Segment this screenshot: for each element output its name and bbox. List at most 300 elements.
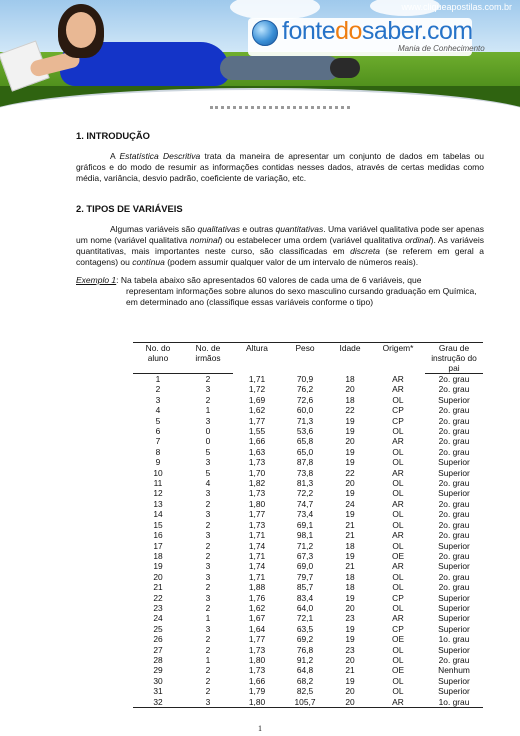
example-block — [76, 275, 484, 308]
table-body — [133, 374, 483, 708]
table-cell: 20 — [345, 478, 355, 489]
table-cell: 1,64 — [248, 623, 266, 634]
table-row — [133, 593, 483, 603]
table-cell: 70,9 — [296, 373, 314, 384]
table-cell: 2 — [205, 675, 211, 686]
table-cell: 22 — [153, 592, 163, 603]
header-banner — [0, 0, 520, 112]
table-cell: 24 — [345, 498, 355, 509]
table-row — [133, 447, 483, 457]
table-cell: 19 — [345, 592, 355, 603]
example-line-rest: representam informações sobre alunos do sexo masculino cursando graduação em Química, em determinado ano (classifique essas variáveis conforme o tipo) — [126, 286, 477, 307]
table-cell: 72,2 — [296, 488, 314, 499]
table-cell: 74,7 — [296, 498, 314, 509]
table-cell: 1,72 — [248, 384, 266, 395]
table-row — [133, 426, 483, 436]
table-cell: 16 — [153, 530, 163, 541]
text-run: trata da maneira de apresentar um conjunto de dados em tabelas ou gráficos e do modo de resumir as informações contidas nesses dados, através de certas medidas como média, variância, desvio padrão, coeficiente de variação, etc. — [76, 151, 485, 183]
table-cell: 1,71 — [248, 571, 266, 582]
table-cell: Superior — [438, 540, 470, 551]
table-row — [133, 613, 483, 623]
table-cell: 85,7 — [296, 582, 314, 593]
table-cell: OL — [392, 644, 404, 655]
table-cell: 22 — [345, 467, 355, 478]
table-cell: 2 — [205, 665, 211, 676]
table-cell: 73,4 — [296, 509, 314, 520]
table-cell: 4 — [155, 405, 161, 416]
table-cell: 73,8 — [296, 467, 314, 478]
table-cell: 9 — [155, 457, 161, 468]
table-cell: 5 — [205, 467, 211, 478]
table-cell: 2o. grau — [438, 478, 470, 489]
table-cell: 2o. grau — [438, 582, 470, 593]
girl-face-illustration — [66, 12, 96, 48]
table-cell: 28 — [153, 654, 163, 665]
table-cell: 19 — [345, 623, 355, 634]
table-cell: 24 — [153, 613, 163, 624]
header-peso: Peso — [295, 343, 315, 353]
table-cell: 1,80 — [248, 498, 266, 509]
table-cell: 2o. grau — [438, 571, 470, 582]
table-cell: 21 — [153, 582, 163, 593]
table-cell: 1,71 — [248, 530, 266, 541]
table-cell: 3 — [205, 509, 211, 520]
table-cell: 2 — [205, 394, 211, 405]
table-cell: 19 — [345, 446, 355, 457]
table-row — [133, 551, 483, 561]
header-grau-l2: instrução do pai — [425, 353, 483, 374]
table-row — [133, 488, 483, 498]
table-row — [133, 686, 483, 696]
example-label — [76, 275, 116, 285]
table-row — [133, 676, 483, 686]
header-no-aluno-l1: No. do — [145, 343, 171, 353]
emphasis-text: contínua — [132, 257, 165, 267]
table-cell: 13 — [153, 498, 163, 509]
table-cell: AR — [392, 498, 404, 509]
table-cell: 1,77 — [248, 509, 266, 520]
table-row — [133, 468, 483, 478]
table-row — [133, 572, 483, 582]
shoe-illustration — [330, 58, 360, 78]
table-cell: 19 — [345, 488, 355, 499]
table-row — [133, 665, 483, 675]
table-cell: 1,74 — [248, 561, 266, 572]
table-cell: OE — [391, 550, 405, 561]
table-row — [133, 530, 483, 540]
table-cell: 18 — [345, 394, 355, 405]
table-cell: 81,3 — [296, 478, 314, 489]
table-cell: 19 — [345, 457, 355, 468]
table-cell: 21 — [345, 519, 355, 530]
emphasis-text: Estatística Descritiva — [119, 151, 201, 161]
cut-off-title — [210, 106, 350, 111]
spacer — [76, 191, 484, 203]
table-cell: 64,0 — [296, 602, 314, 613]
table-cell: 2 — [205, 540, 211, 551]
table-cell: 1,66 — [248, 675, 266, 686]
table-cell: 25 — [153, 623, 163, 634]
table-cell: 72,1 — [296, 613, 314, 624]
table-cell: OE — [391, 665, 405, 676]
table-cell: 53,6 — [296, 426, 314, 437]
table-cell: 1 — [155, 374, 161, 384]
table-cell: 3 — [205, 592, 211, 603]
table-cell: 18 — [345, 571, 355, 582]
table-cell: 79,7 — [296, 571, 314, 582]
table-cell: 1,77 — [248, 634, 266, 645]
data-table — [133, 342, 483, 708]
table-cell: 17 — [153, 540, 163, 551]
table-cell: 14 — [153, 509, 163, 520]
example-label-text: Exemplo 1 — [76, 275, 117, 285]
table-cell: OL — [392, 426, 404, 437]
table-cell: 98,1 — [296, 530, 314, 541]
table-cell: 2o. grau — [438, 384, 470, 395]
table-cell: 65,8 — [296, 436, 314, 447]
table-cell: 2 — [155, 384, 161, 395]
table-cell: Superior — [438, 602, 470, 613]
table-cell: Superior — [438, 457, 470, 468]
table-cell: OL — [392, 602, 404, 613]
table-row — [133, 582, 483, 592]
table-cell: 19 — [153, 561, 163, 572]
table-row — [133, 634, 483, 644]
table-cell: 87,8 — [296, 457, 314, 468]
logo-part3: saber.com — [361, 17, 473, 45]
emphasis-text: ordinal — [405, 235, 431, 245]
table-cell: 2o. grau — [438, 426, 470, 437]
table-row — [133, 499, 483, 509]
table-cell: 19 — [345, 634, 355, 645]
table-row — [133, 374, 483, 385]
table-cell: 3 — [205, 384, 211, 395]
site-url[interactable]: www.cliqueapostilas.com.br — [401, 2, 512, 12]
header-idade: Idade — [339, 343, 361, 353]
table-cell: 63,5 — [296, 623, 314, 634]
table-cell: 69,0 — [296, 561, 314, 572]
emphasis-text: quantitativas — [275, 224, 324, 234]
table-cell: 3 — [205, 571, 211, 582]
table-cell: OL — [392, 394, 404, 405]
header-no-irmaos-l1: No. de — [195, 343, 221, 353]
table-cell: 1,76 — [248, 592, 266, 603]
table-cell: 65,0 — [296, 446, 314, 457]
logo-part2: do — [335, 17, 362, 45]
table-cell: 2o. grau — [438, 530, 470, 541]
table-cell: OL — [392, 582, 404, 593]
table-cell: OL — [392, 654, 404, 665]
table-cell: 3 — [205, 457, 211, 468]
table-cell: OL — [392, 478, 404, 489]
table-cell: 1,67 — [248, 613, 266, 624]
table-cell: 29 — [153, 665, 163, 676]
table-cell: 105,7 — [281, 697, 329, 708]
table-cell: 71,2 — [296, 540, 314, 551]
table-row — [133, 603, 483, 613]
paragraph-tipos-variaveis — [76, 224, 484, 268]
table-cell: 1,55 — [248, 426, 266, 437]
table-cell: AR — [392, 561, 404, 572]
table-cell: 1 — [205, 405, 211, 416]
header-no-irmaos-l2: irmãos — [183, 353, 233, 374]
table-row — [133, 395, 483, 405]
table-cell: 1o. grau — [425, 697, 483, 708]
text-run: A — [110, 151, 120, 161]
table-row — [133, 645, 483, 655]
table-cell: 71,3 — [296, 415, 314, 426]
table-cell: 1,77 — [248, 415, 266, 426]
table-cell: 18 — [345, 582, 355, 593]
table-cell: 69,1 — [296, 519, 314, 530]
table-cell: 3 — [205, 488, 211, 499]
site-logo[interactable] — [282, 17, 473, 46]
table-cell: 3 — [205, 561, 211, 572]
table-cell: 1,73 — [248, 665, 266, 676]
table-cell: 1,80 — [248, 654, 266, 665]
table-cell: Superior — [438, 613, 470, 624]
table-cell: 1,73 — [248, 457, 266, 468]
table-cell: 18 — [345, 540, 355, 551]
table-cell: 1,62 — [248, 405, 266, 416]
table-cell: Superior — [438, 467, 470, 478]
table-cell: OL — [392, 509, 404, 520]
table-row — [133, 457, 483, 467]
table-cell: 5 — [205, 446, 211, 457]
table-cell: 2o. grau — [438, 519, 470, 530]
example-text — [76, 275, 484, 308]
table-cell: 10 — [153, 467, 163, 478]
table-cell: 82,5 — [296, 686, 314, 697]
table-cell: 1,74 — [248, 540, 266, 551]
table-cell: 0 — [205, 426, 211, 437]
table-cell: Superior — [438, 394, 470, 405]
table-cell: 19 — [345, 550, 355, 561]
table-cell: 23 — [345, 613, 355, 624]
table-cell: CP — [392, 415, 404, 426]
table-cell: 1,66 — [248, 436, 266, 447]
emphasis-text: discreta — [350, 246, 380, 256]
table-cell: 3 — [205, 623, 211, 634]
table-cell: Superior — [438, 623, 470, 634]
table-cell: 20 — [345, 686, 355, 697]
table-cell: OL — [392, 540, 404, 551]
table-cell: 60,0 — [296, 405, 314, 416]
header-origem: Origem* — [382, 343, 414, 353]
table-cell: 1,73 — [248, 488, 266, 499]
jeans-illustration — [220, 56, 340, 80]
table-cell: OL — [392, 457, 404, 468]
table-cell: 20 — [345, 602, 355, 613]
table-cell: 1o. grau — [438, 634, 470, 645]
table-cell: OL — [392, 446, 404, 457]
table-cell: 67,3 — [296, 550, 314, 561]
table-cell: 15 — [153, 519, 163, 530]
table-cell: 12 — [153, 488, 163, 499]
table-cell: 1,73 — [248, 519, 266, 530]
table-cell: 2 — [205, 519, 211, 530]
table-cell: Superior — [438, 488, 470, 499]
table-cell: Superior — [438, 686, 470, 697]
table-cell: 1,79 — [248, 686, 266, 697]
header-altura: Altura — [246, 343, 268, 353]
paragraph-introducao — [76, 151, 484, 184]
text-run: . Uma variável qualitativa pode ser apenas um nome (variável qualitativa — [76, 224, 484, 245]
table-row — [133, 624, 483, 634]
table-cell: 1,70 — [248, 467, 266, 478]
table-row — [133, 436, 483, 446]
table-cell: 83,4 — [296, 592, 314, 603]
table-cell: 23 — [153, 602, 163, 613]
table-cell: OL — [392, 686, 404, 697]
table-row — [133, 478, 483, 488]
table-cell: 1 — [205, 613, 211, 624]
table-cell: OL — [392, 519, 404, 530]
table-cell: OL — [392, 675, 404, 686]
table-cell: 5 — [155, 415, 161, 426]
table-cell: AR — [392, 436, 404, 447]
text-run: ) ou estabelecer uma ordem (variável qualitativa — [219, 235, 406, 245]
table-cell: 20 — [329, 697, 371, 708]
table-cell: 2 — [205, 602, 211, 613]
table-cell: 26 — [153, 634, 163, 645]
text-run: e outras — [240, 224, 276, 234]
table-cell: OL — [392, 571, 404, 582]
table-cell: 69,2 — [296, 634, 314, 645]
table-cell: 1,63 — [248, 446, 266, 457]
table-cell: 91,2 — [296, 654, 314, 665]
table-cell: 20 — [153, 571, 163, 582]
table-cell: AR — [392, 467, 404, 478]
logo-tagline: Mania de Conhecimento — [398, 44, 485, 53]
table-cell: Nenhum — [438, 665, 470, 676]
table-cell: 20 — [345, 384, 355, 395]
emphasis-text: nominal — [189, 235, 220, 245]
table-cell: 21 — [345, 561, 355, 572]
table-cell: 72,6 — [296, 394, 314, 405]
table-cell: 20 — [345, 436, 355, 447]
table-cell: 3 — [183, 697, 233, 708]
table-cell: 2 — [205, 374, 211, 384]
example-line1: : Na tabela abaixo são apresentados 60 valores de cada uma de 6 variáveis, que — [116, 275, 422, 285]
table-cell: 1,82 — [248, 478, 266, 489]
table-cell: Superior — [438, 675, 470, 686]
table-cell: 4 — [205, 478, 211, 489]
table-cell: AR — [392, 373, 404, 384]
table-cell: 2o. grau — [438, 405, 470, 416]
heading-tipos-variaveis: 2. TIPOS DE VARIÁVEIS — [76, 203, 183, 214]
table-cell: 2 — [205, 582, 211, 593]
table-cell: 19 — [345, 675, 355, 686]
table-cell: 2 — [205, 634, 211, 645]
table-cell: Superior — [438, 561, 470, 572]
header-grau-l1: Grau de — [438, 343, 470, 353]
table-cell: 2o. grau — [438, 446, 470, 457]
table-cell: 21 — [345, 665, 355, 676]
table-row — [133, 384, 483, 394]
table-cell: CP — [392, 405, 404, 416]
table-cell: 2o. grau — [438, 436, 470, 447]
page-number: 1 — [258, 724, 262, 733]
table-cell: 2 — [205, 686, 211, 697]
heading-introducao: 1. INTRODUÇÃO — [76, 130, 150, 141]
table-cell: 11 — [153, 478, 163, 489]
table-cell: 2o. grau — [438, 374, 470, 384]
text-run: ). As variáveis quantitativas, mais importantes neste curso, são classificadas em — [76, 235, 484, 256]
text-run: (se referem em geral a contagens) ou — [76, 246, 484, 267]
text-run: Algumas variáveis são — [110, 224, 198, 234]
emphasis-text: qualitativas — [197, 224, 240, 234]
table-row — [133, 541, 483, 551]
table-cell: 30 — [153, 675, 163, 686]
table-cell: 3 — [205, 415, 211, 426]
table-cell: 18 — [153, 550, 163, 561]
table-cell: 3 — [205, 530, 211, 541]
table-cell: 1 — [205, 654, 211, 665]
table-cell: AR — [392, 613, 404, 624]
table-row — [133, 520, 483, 530]
table-cell: AR — [392, 530, 404, 541]
table-cell: 76,8 — [296, 644, 314, 655]
table-cell: 2o. grau — [438, 654, 470, 665]
table-row — [133, 655, 483, 665]
document-body — [76, 130, 484, 318]
table-cell: 6 — [155, 426, 161, 437]
table-cell: 31 — [153, 686, 163, 697]
table-cell: Superior — [438, 592, 470, 603]
table-cell: 1,69 — [248, 394, 266, 405]
table-cell: 1,88 — [248, 582, 266, 593]
table-cell: AR — [371, 697, 425, 708]
table-cell: 3 — [155, 394, 161, 405]
table-cell: 1,62 — [248, 602, 266, 613]
text-run: (podem assumir qualquer valor de um intervalo de números reais). — [164, 257, 419, 267]
table-cell: 2o. grau — [438, 415, 470, 426]
globe-icon — [252, 20, 278, 46]
table-cell: 32 — [133, 697, 183, 708]
table-cell: 64,8 — [296, 665, 314, 676]
table-cell: 2 — [205, 644, 211, 655]
table-row — [133, 509, 483, 519]
table-cell: 2o. grau — [438, 509, 470, 520]
table-cell: AR — [392, 384, 404, 395]
header-no-aluno-l2: aluno — [133, 353, 183, 374]
table-cell: 19 — [345, 415, 355, 426]
table-cell: 19 — [345, 426, 355, 437]
table-cell: 18 — [345, 373, 355, 384]
logo-part1: fonte — [282, 17, 336, 45]
table-cell: 1,71 — [248, 373, 266, 384]
table-cell: 2o. grau — [438, 550, 470, 561]
table-cell: Superior — [438, 644, 470, 655]
table-row — [133, 561, 483, 571]
table-cell: 2 — [205, 498, 211, 509]
table-cell: 23 — [345, 644, 355, 655]
table-cell: CP — [392, 623, 404, 634]
table-cell: 76,2 — [296, 384, 314, 395]
table-cell: 8 — [155, 446, 161, 457]
table-cell: 20 — [345, 654, 355, 665]
table-cell: 0 — [205, 436, 211, 447]
table-cell: CP — [392, 592, 404, 603]
table-cell: 1,73 — [248, 644, 266, 655]
table-row — [133, 697, 483, 708]
table-cell: 1,71 — [248, 550, 266, 561]
table-cell: 1,80 — [233, 697, 281, 708]
table-cell: 22 — [345, 405, 355, 416]
table-cell: 21 — [345, 530, 355, 541]
table-cell: OE — [391, 634, 405, 645]
